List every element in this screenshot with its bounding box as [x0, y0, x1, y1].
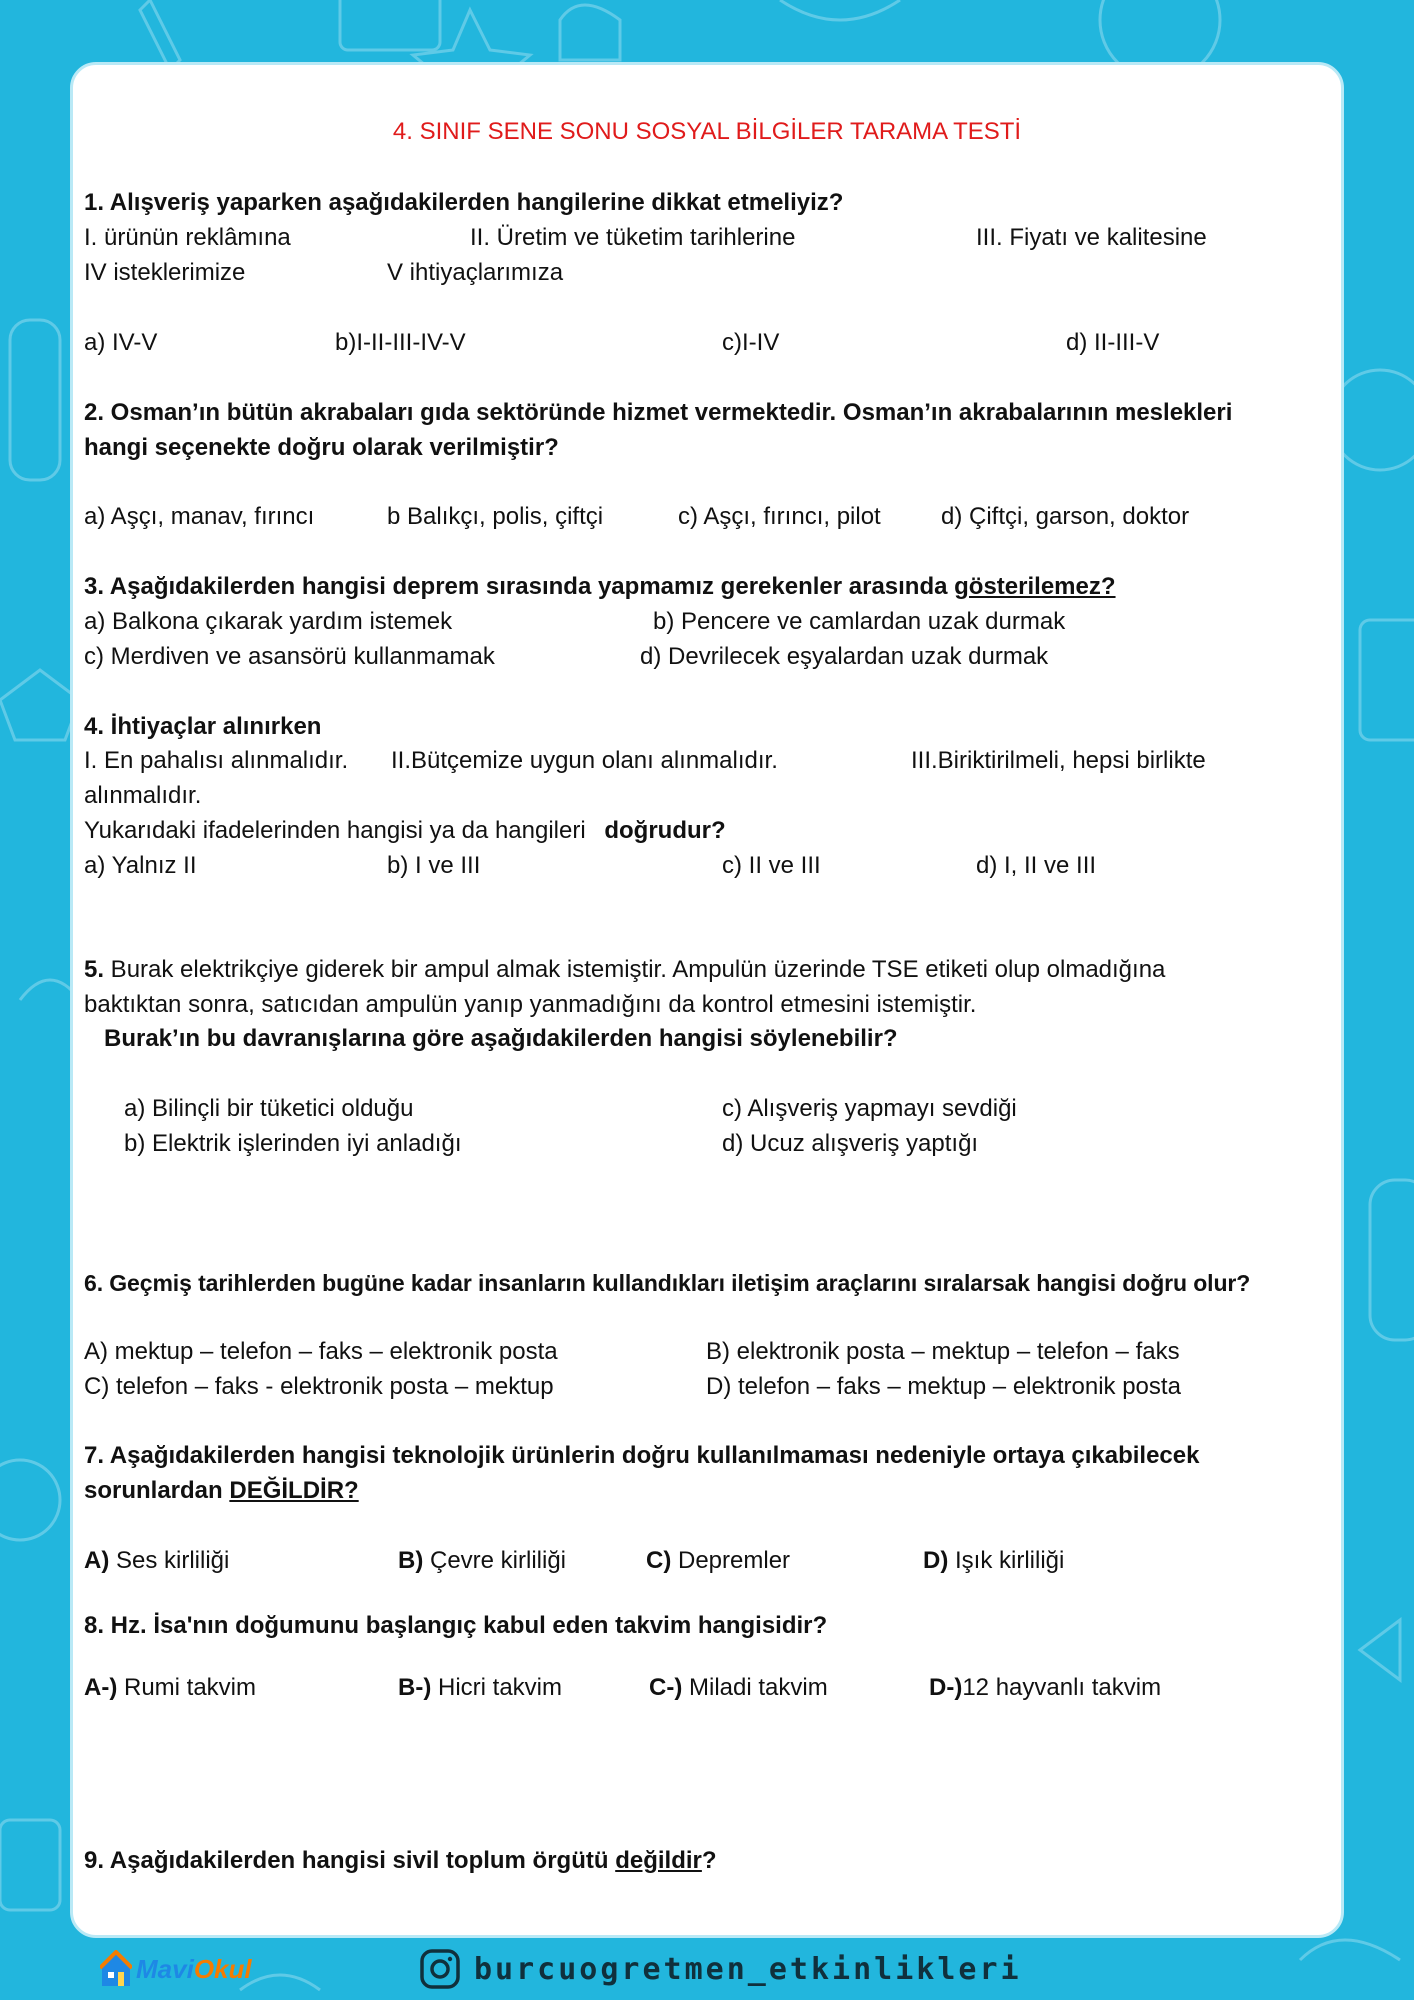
question-9	[84, 1846, 717, 1876]
answer-option[interactable]: d) Ucuz alışveriş yaptığı	[722, 1130, 979, 1157]
question-3	[84, 572, 1116, 602]
question-2-line2: hangi seçenekte doğru olarak verilmiştir?	[84, 434, 559, 461]
question-7-line1: 7. Aşağıdakilerden hangisi teknolojik ürünlerin doğru kullanılmaması nedeniyle ortaya çıkabilecek	[84, 1442, 1200, 1469]
question-4-prompt	[84, 816, 726, 846]
answer-option[interactable]: b) Pencere ve camlardan uzak durmak	[653, 608, 1066, 635]
answer-option[interactable]: a) Yalnız II	[84, 852, 197, 879]
answer-option[interactable]: c)I-IV	[722, 329, 780, 356]
option-letter: B)	[398, 1547, 424, 1574]
question-5-line1	[84, 955, 1165, 985]
q1-item: V ihtiyaçlarımıza	[387, 259, 564, 286]
instagram-handle-text: burcuogretmen_etkinlikleri	[474, 1951, 1022, 1987]
option-letter: A)	[84, 1547, 110, 1574]
question-7-line2	[84, 1476, 359, 1506]
answer-option[interactable]	[84, 1673, 256, 1703]
answer-option[interactable]	[646, 1546, 790, 1576]
answer-option[interactable]: b Balıkçı, polis, çiftçi	[387, 503, 604, 530]
question-3-text: 3. Aşağıdakilerden hangisi deprem sırasında yapmamız gerekenler arasında	[84, 573, 955, 600]
question-9-text: 9. Aşağıdakilerden hangisi sivil toplum örgütü	[84, 1847, 616, 1874]
option-text: Işık kirliliği	[948, 1547, 1065, 1574]
answer-option[interactable]: a) Bilinçli bir tüketici olduğu	[124, 1095, 414, 1122]
q4-item: III.Biriktirilmeli, hepsi birlikte	[911, 747, 1206, 774]
answer-option[interactable]: d) I, II ve III	[976, 852, 1097, 879]
option-letter: C-)	[649, 1674, 683, 1701]
question-7-text: sorunlardan	[84, 1477, 230, 1504]
q1-item: II. Üretim ve tüketim tarihlerine	[470, 224, 796, 251]
option-text: Ses kirliliği	[109, 1547, 230, 1574]
answer-option[interactable]: a) Aşçı, manav, fırıncı	[84, 503, 315, 530]
option-text: Hicri takvim	[431, 1674, 562, 1701]
option-text: Rumi takvim	[117, 1674, 257, 1701]
answer-option[interactable]: b) I ve III	[387, 852, 481, 879]
question-8: 8. Hz. İsa'nın doğumunu başlangıç kabul eden takvim hangisidir?	[84, 1612, 828, 1639]
question-3-emphasis: gösterilemez?	[954, 573, 1116, 600]
answer-option[interactable]: a) Balkona çıkarak yardım istemek	[84, 608, 453, 635]
logo-text-mavi: Mavi	[136, 1953, 194, 1984]
answer-option[interactable]: c) Merdiven ve asansörü kullanmamak	[84, 643, 495, 670]
question-6: 6. Geçmiş tarihlerden bugüne kadar insanların kullandıkları iletişim araçlarını sıralarsak hangisi doğru olur?	[84, 1270, 1251, 1296]
q1-item: IV isteklerimize	[84, 259, 246, 286]
answer-option[interactable]: d) Devrilecek eşyalardan uzak durmak	[640, 643, 1049, 670]
question-5-text: Burak elektrikçiye giderek bir ampul almak istemiştir. Ampulün üzerinde TSE etiketi olup olmadığına	[104, 956, 1166, 983]
option-letter: C)	[646, 1547, 672, 1574]
option-text: Miladi takvim	[682, 1674, 828, 1701]
question-5-line2: baktıktan sonra, satıcıdan ampulün yanıp yanmadığını da kontrol etmesini istemiştir.	[84, 991, 977, 1018]
answer-option[interactable]: d) II-III-V	[1066, 329, 1160, 356]
answer-option[interactable]: b)I-II-III-IV-V	[335, 329, 466, 356]
q1-item: III. Fiyatı ve kalitesine	[976, 224, 1207, 251]
question-4: 4. İhtiyaçlar alınırken	[84, 713, 322, 740]
page-title: 4. SINIF SENE SONU SOSYAL BİLGİLER TARAMA TESTİ	[392, 118, 1022, 145]
answer-option[interactable]: C) telefon – faks - elektronik posta – mektup	[84, 1373, 554, 1400]
answer-option[interactable]	[398, 1673, 562, 1703]
answer-option[interactable]: d) Çiftçi, garson, doktor	[941, 503, 1190, 530]
answer-option[interactable]	[398, 1546, 566, 1576]
answer-option[interactable]: b) Elektrik işlerinden iyi anladığı	[124, 1130, 462, 1157]
question-9-emphasis: değildir	[615, 1847, 702, 1874]
question-4-prompt-emphasis: doğrudur?	[604, 817, 726, 844]
answer-option[interactable]: c) Alışveriş yapmayı sevdiği	[722, 1095, 1017, 1122]
q4-item: I. En pahalısı alınmalıdır.	[84, 747, 349, 774]
answer-option[interactable]	[84, 1546, 229, 1576]
instagram-icon	[420, 1949, 460, 1989]
option-letter: D)	[923, 1547, 949, 1574]
question-2-line1: 2. Osman’ın bütün akrabaları gıda sektöründe hizmet vermektedir. Osman’ın akrabalarının meslekleri	[84, 399, 1233, 426]
option-letter: A-)	[84, 1674, 118, 1701]
maviokul-logo	[100, 1950, 252, 1988]
answer-option[interactable]: c) Aşçı, fırıncı, pilot	[678, 503, 881, 530]
instagram-handle[interactable]	[420, 1949, 1022, 1989]
option-letter: B-)	[398, 1674, 432, 1701]
answer-option[interactable]: D) telefon – faks – mektup – elektronik posta	[706, 1373, 1181, 1400]
option-letter: D-)	[929, 1674, 963, 1701]
option-text: Çevre kirliliği	[423, 1547, 567, 1574]
question-5-number: 5.	[84, 956, 105, 983]
question-9-end: ?	[701, 1847, 717, 1874]
answer-option[interactable]: A) mektup – telefon – faks – elektronik posta	[84, 1338, 558, 1365]
q4-item: II.Bütçemize uygun olanı alınmalıdır.	[391, 747, 778, 774]
answer-option[interactable]	[929, 1673, 1161, 1703]
q1-item: I. ürünün reklâmına	[84, 224, 291, 251]
answer-option[interactable]	[649, 1673, 828, 1703]
house-icon	[100, 1950, 132, 1988]
q4-item-continued: alınmalıdır.	[84, 782, 202, 809]
question-7-emphasis: DEĞİLDİR?	[229, 1477, 359, 1504]
question-5-question: Burak’ın bu davranışlarına göre aşağıdakilerden hangisi söylenebilir?	[104, 1025, 898, 1052]
question-1: 1. Alışveriş yaparken aşağıdakilerden hangilerine dikkat etmeliyiz?	[84, 189, 844, 216]
question-4-prompt-text: Yukarıdaki ifadelerinden hangisi ya da hangileri	[84, 817, 593, 844]
answer-option[interactable]: c) II ve III	[722, 852, 821, 879]
option-text: 12 hayvanlı takvim	[962, 1674, 1162, 1701]
option-text: Depremler	[671, 1547, 791, 1574]
logo-text-okul: Okul	[193, 1953, 252, 1984]
answer-option[interactable]: B) elektronik posta – mektup – telefon – faks	[706, 1338, 1180, 1365]
answer-option[interactable]	[923, 1546, 1064, 1576]
answer-option[interactable]: a) IV-V	[84, 329, 158, 356]
